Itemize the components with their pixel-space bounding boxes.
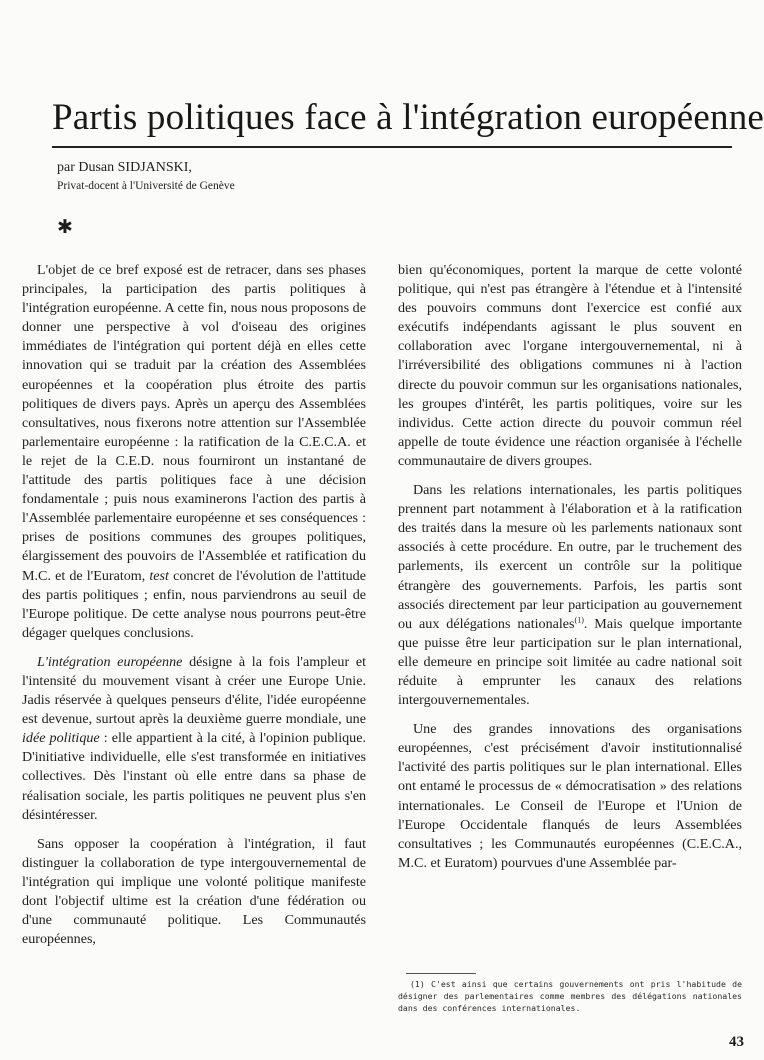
author-line: par Dusan SIDJANSKI, [57, 160, 192, 175]
footnote-text: C'est ainsi que certains gouvernements ont pris l'habitude de désigner des parlementaires comme membres des délégations nationales dans des conférences internationales. [398, 979, 742, 1013]
footnote-body [398, 978, 742, 1014]
footnote-marker: (1) [410, 979, 425, 989]
paragraph-cooperation: Sans opposer la coopération à l'intégration, il faut distinguer la collaboration de type intergouvernemental de l'intégration qui implique une volonté politique manifeste dont l'objectif ultime est la création d'une fédération ou d'une communauté politique. Les Communautés européennes, [22, 835, 366, 948]
right-column [398, 261, 742, 873]
emphasis-integration: L'intégration européenne [37, 653, 183, 670]
paragraph-relations [398, 481, 742, 710]
emphasis-test: test [149, 567, 169, 584]
article-title: Partis politiques face à l'intégration européenne [52, 97, 764, 138]
emphasis-idee-politique: idée politique [22, 730, 100, 747]
asterisk-separator-icon: ✱ [57, 216, 73, 238]
paragraph-text: L'objet de ce bref exposé est de retracer, dans ses phases principales, la participation des partis politiques à l'intégration européenne. A cette fin, nous nous proposons de donner une perspective à vol d'oiseau des origines immédiates de l'intégration qui portent déjà en elles cette innovation qui se traduit par la création des Assemblées européennes et la coopération plus étroite des partis politiques de divers pays. Après un aperçu des Assemblées consultatives, nous fixerons notre attention sur l'Assemblée parlementaire européenne : la ratification de la C.E.C.A. et le rejet de la C.E.D. nous fourniront un instantané de l'attitude des partis politiques face à une décision fondamentale ; puis nous examinerons l'action des partis à l'Assemblée parlementaire européenne et ses conséquences : prises de positions communes des groupes politiques, élargissement des pouvoirs de l'Assemblée et ratification du M.C. et de l'Euratom, [22, 262, 366, 584]
paragraph-integration [22, 653, 366, 825]
page-number: 43 [729, 1034, 744, 1050]
paragraph-innovations: Une des grandes innovations des organisations européennes, c'est précisément d'avoir institutionnalisé l'activité des partis politiques sur le plan international. Elles ont entamé le processus de « démocratisation » des relations internationales. Le Conseil de l'Europe et l'Union de l'Europe Occidentale flanqués de leurs Assemblées consultatives ; les Communautés européennes (C.E.C.A., M.C. et Euratom) pourvues d'une Assemblée par- [398, 721, 742, 871]
title-rule [52, 146, 732, 148]
paragraph-text: Dans les relations internationales, les partis politiques prennent part notamment à l'élaboration et à la ratification des traités dans la mesure où les parlements nationaux sont associés à cette procédure. En outre, par le truchement des parlements, ils exercent un contrôle sur la politique étrangère des gouvernements. Parfois, les partis sont associés directement par leur participation au gouvernement ou aux délégations nationales [398, 482, 742, 632]
paragraph-text: : elle appartient à la cité, à l'opinion publique. D'initiative individuelle, elle s'est transformée en initiatives collectives. Dès l'instant où elle entre dans sa phase de réalisation sociale, les partis politiques ne peuvent plus s'en désintéresser. [22, 730, 366, 823]
paragraph-text: concret de l'évolution de l'attitude des partis politiques ; enfin, nous parviendrons au seuil de l'Europe politique. De cette analyse nous pourrons peut-être dégager quelques conclusions. [22, 567, 366, 641]
footnote-rule [406, 973, 476, 974]
left-column [22, 261, 366, 949]
paragraph-text: désigne à la fois l'ampleur et l'intensité du mouvement visant à créer une Europe Unie. Jadis réservée à quelques penseurs d'élite, l'idée européenne est devenue, surtout après la deuxième guerre mondiale, une [22, 653, 366, 728]
footnote [398, 978, 742, 1014]
paragraph-continued: bien qu'économiques, portent la marque de cette volonté politique, qui n'est pas étrangère à l'étendue et à l'intensité des pouvoirs communs dont l'exercice est confié aux exécutifs indépendants agissant le plus souvent en collaboration avec l'organe intergouvernemental, ni à l'irréversibilité des obligations communes ni à l'action directe du pouvoir commun sur les organisations nationales, les groupes d'intérêt, les partis politiques, voire sur les individus. Cette action directe du pouvoir commun réel appelle de toute évidence une réaction organisée à l'échelle communautaire de divers groupes. [398, 262, 742, 469]
paragraph-intro [22, 261, 366, 643]
paragraph-text: . Mais quelque importante que puisse être leur participation sur le plan international, elle demeure en principe soit limitée au cadre national soit réduite à emprunter les canaux des relations intergouvernementales. [398, 615, 742, 709]
footnote-reference: (1) [574, 615, 584, 624]
author-affiliation: Privat-docent à l'Université de Genève [57, 180, 235, 192]
